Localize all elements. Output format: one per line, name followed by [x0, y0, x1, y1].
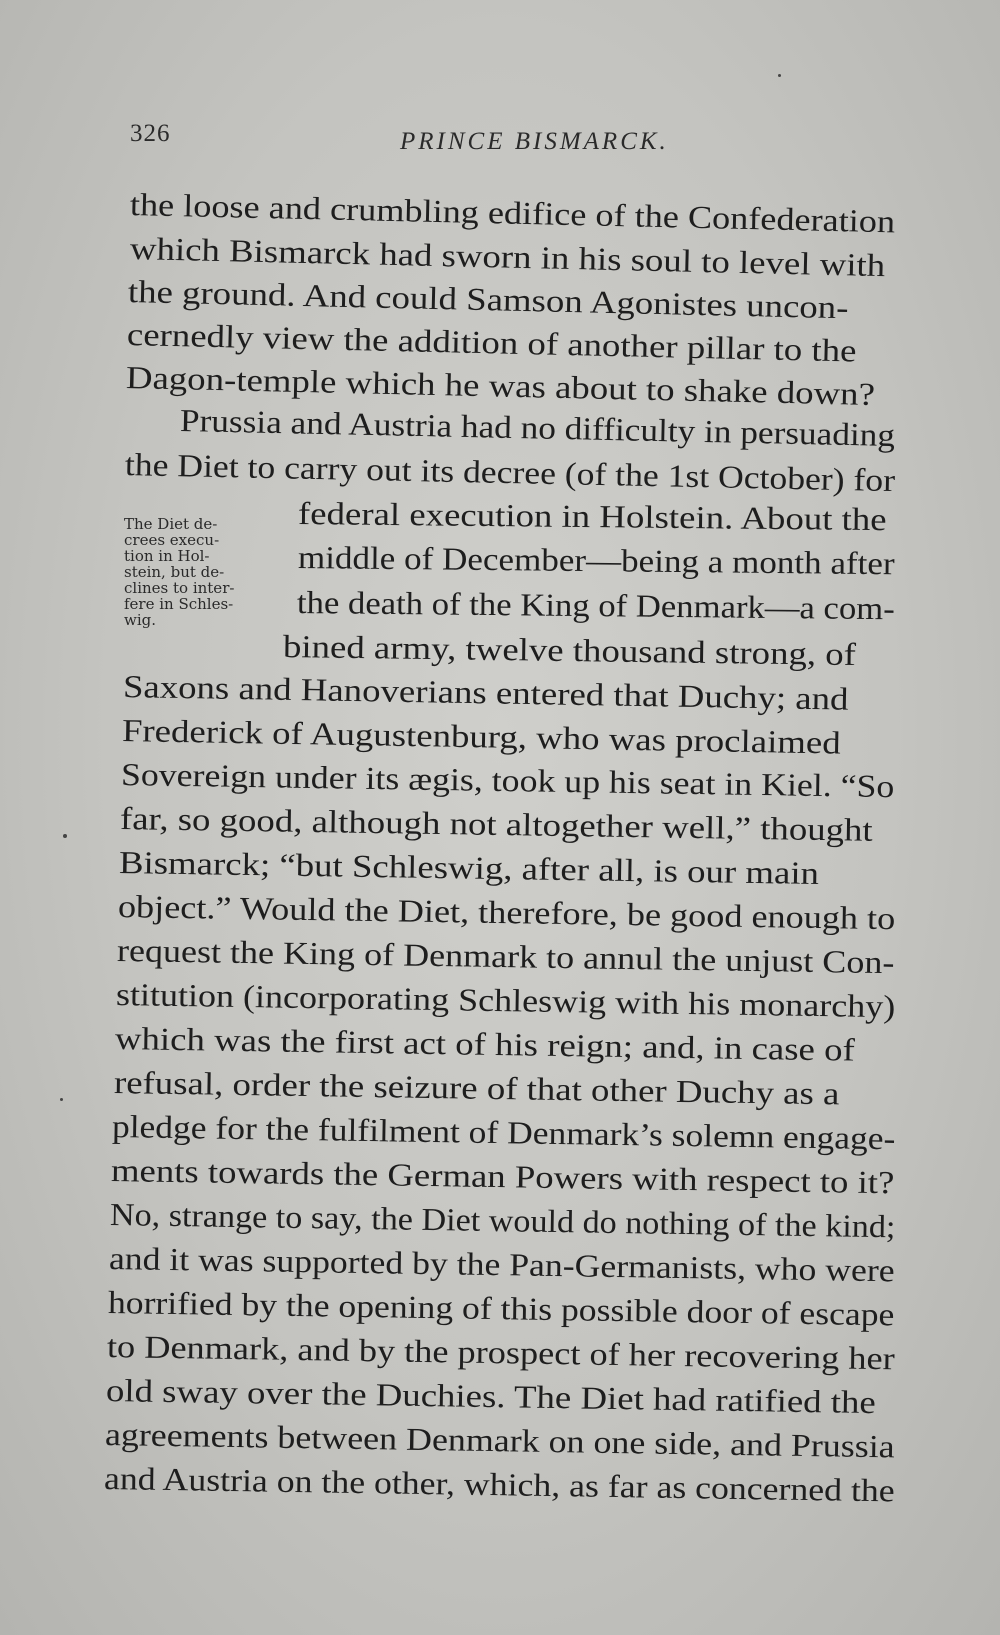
- text-line: the Diet to carry out its decree (of the 1st October) for: [124, 446, 896, 499]
- text-line: which Bismarck had sworn in his soul to level with: [129, 230, 886, 284]
- paper-speck: [63, 834, 67, 838]
- text-line: stitution (incorporating Schleswig with his monarchy): [115, 976, 896, 1025]
- text-line: old sway over the Duchies. The Diet had ratified the: [105, 1372, 877, 1421]
- text-line: Prussia and Austria had no difficulty in persuading: [179, 402, 896, 453]
- text-line: to Denmark, and by the prospect of her recovering her: [106, 1328, 896, 1377]
- text-line: ments towards the German Powers with respect to it?: [110, 1152, 895, 1201]
- text-line: the death of the King of Denmark—a com-: [296, 584, 895, 627]
- text-line: the ground. And could Samson Agonistes uncon-: [127, 273, 849, 326]
- text-line: Bismarck; “but Schleswig, after all, is our main: [118, 844, 820, 891]
- text-line: cernedly view the addition of another pillar to the: [126, 316, 857, 369]
- text-line: middle of December—being a month after: [297, 539, 895, 582]
- text-line: Frederick of Augustenburg, who was proclaimed: [121, 712, 842, 761]
- text-line: bined army, twelve thousand strong, of: [282, 628, 857, 672]
- text-line: far, so good, although not altogether well,” thought: [119, 800, 873, 848]
- paper-speck: [60, 1098, 63, 1101]
- text-line: Dagon-temple which he was about to shake down?: [125, 359, 876, 412]
- text-line: pledge for the fulfilment of Denmark’s solemn engage-: [111, 1108, 896, 1157]
- text-line: No, strange to say, the Diet would do nothing of the kind;: [109, 1196, 896, 1245]
- running-title: PRINCE BISMARCK.: [400, 128, 669, 155]
- page-number: 326: [130, 120, 171, 147]
- page-header: [130, 116, 890, 156]
- text-line: object.” Would the Diet, therefore, be good enough to: [117, 888, 896, 937]
- text-line: refusal, order the seizure of that other Duchy as a: [113, 1064, 840, 1112]
- text-line: Saxons and Hanoverians entered that Duchy; and: [122, 668, 849, 717]
- text-line: which was the first act of his reign; and, in case of: [114, 1020, 856, 1068]
- text-line: agreements between Denmark on one side, and Prussia: [104, 1416, 895, 1465]
- text-line: federal execution in Holstein. About the: [297, 495, 887, 538]
- paper-speck: [778, 74, 781, 77]
- margin-note: The Diet de- crees execu- tion in Hol- stein, but de- clines to inter- fere in Schles- wig.: [124, 515, 235, 629]
- text-line: Sovereign under its ægis, took up his seat in Kiel. “So: [120, 756, 895, 805]
- text-line: and Austria on the other, which, as far as concerned the: [103, 1460, 895, 1509]
- text-line: the loose and crumbling edifice of the Confederation: [129, 186, 896, 240]
- text-line: horrified by the opening of this possible door of escape: [107, 1284, 895, 1333]
- text-line: and it was supported by the Pan-Germanists, who were: [108, 1240, 895, 1289]
- text-line: request the King of Denmark to annul the unjust Con-: [116, 932, 895, 981]
